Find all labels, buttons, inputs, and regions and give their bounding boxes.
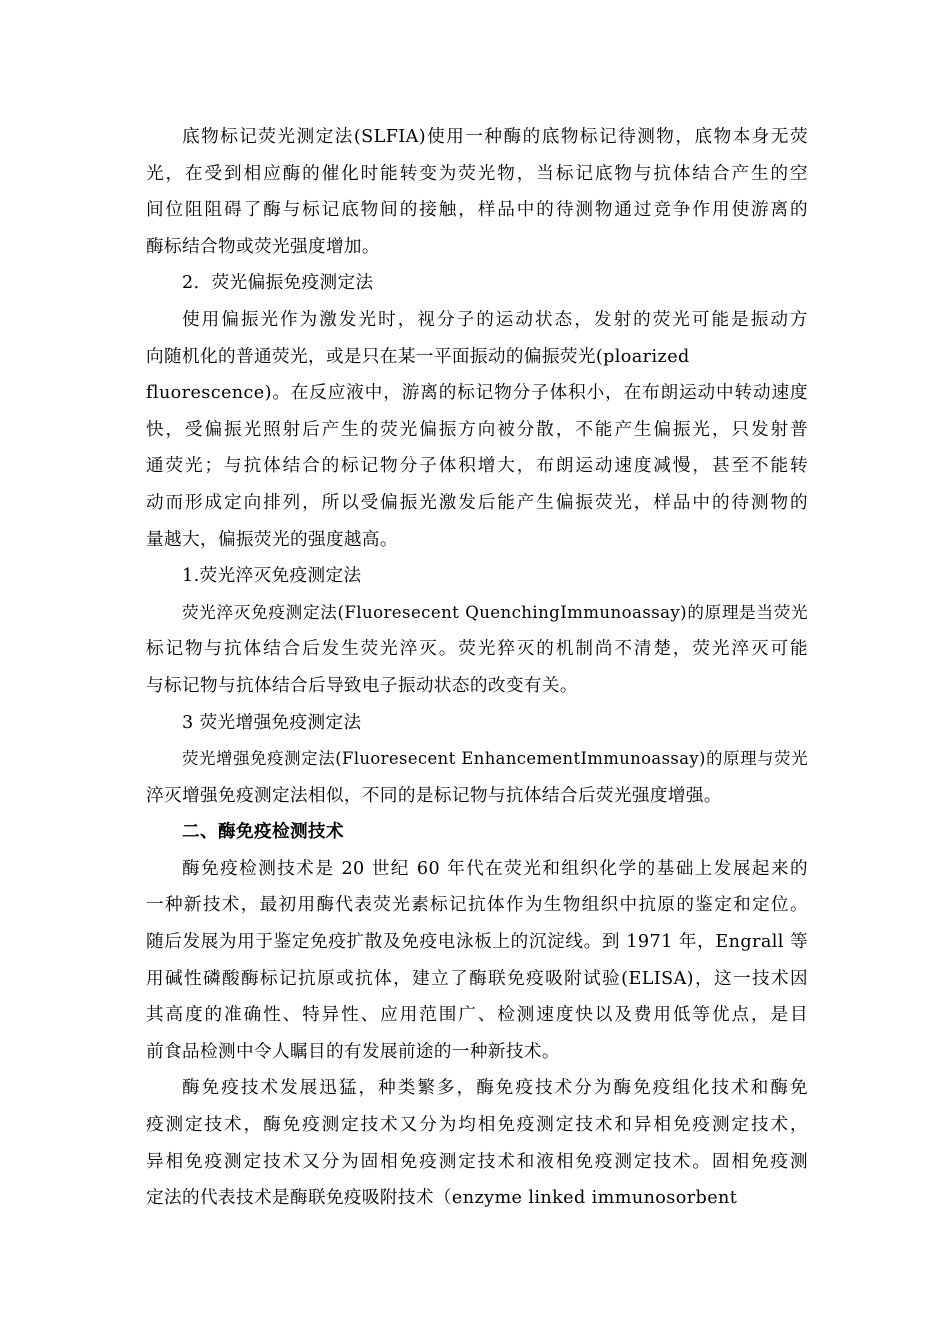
text-line: 光，在受到相应酶的催化时能转变为荧光物，当标记底物与抗体结合产生的空	[146, 163, 808, 184]
text-line: 其高度的准确性、特异性、应用范围广、检测速度快以及费用低等优点，是目	[146, 1005, 808, 1026]
text-line: 量越大，偏振荧光的强度越高。	[146, 529, 398, 550]
document-body	[146, 119, 808, 1217]
text-line: 标记物与抗体结合后发生荧光淬灭。荧光猝灭的机制尚不清楚，荧光淬灭可能	[146, 639, 808, 660]
text-line: 淬灭增强免疫测定法相似，不同的是标记物与抗体结合后荧光强度增强。	[146, 785, 722, 806]
text-line: 一种新技术，最初用酶代表荧光素标记抗体作为生物组织中抗原的鉴定和定位。	[146, 895, 808, 916]
text-line: 前食品检测中令人瞩目的有发展前途的一种新技术。	[146, 1041, 560, 1062]
text-line: fluorescence)。在反应液中，游离的标记物分子体积小，在布朗运动中转动速度	[146, 383, 808, 404]
text-line: 定法的代表技术是酶联免疫吸附技术（enzyme linked immunosorbent	[146, 1188, 738, 1209]
text-line: 与标记物与抗体结合后导致电子振动状态的改变有关。	[146, 675, 578, 696]
text-line: 使用偏振光作为激发光时，视分子的运动状态，发射的荧光可能是振动方	[182, 309, 808, 330]
text-line: 快，受偏振光照射后产生的荧光偏振方向被分散，不能产生偏振光，只发射普	[146, 419, 808, 440]
section-heading: 1.荧光淬灭免疫测定法	[182, 566, 362, 587]
text-line: 随后发展为用于鉴定免疫扩散及免疫电泳板上的沉淀线。到 1971 年，Engrall 等	[146, 932, 808, 953]
text-line: 间位阻阻碍了酶与标记底物间的接触，样品中的待测物通过竞争作用使游离的	[146, 200, 808, 221]
text-line: 酶免疫技术发展迅猛，种类繁多，酶免疫技术分为酶免疫组化技术和酶免	[182, 1078, 808, 1099]
text-line: 疫测定技术，酶免疫测定技术又分为均相免疫测定技术和异相免疫测定技术，	[146, 1115, 808, 1136]
text-line: 异相免疫测定技术又分为固相免疫测定技术和液相免疫测定技术。固相免疫测	[146, 1151, 808, 1172]
section-heading: 2．荧光偏振免疫测定法	[182, 273, 374, 294]
text-line: 酶标结合物或荧光强度增加。	[146, 236, 380, 257]
section-heading: 3 荧光增强免疫测定法	[182, 712, 362, 733]
text-line: 用碱性磷酸酶标记抗原或抗体，建立了酶联免疫吸附试验(ELISA)，这一技术因	[146, 968, 808, 989]
chapter-heading: 二、酶免疫检测技术	[182, 821, 344, 843]
text-line: 底物标记荧光测定法(SLFIA)使用一种酶的底物标记待测物，底物本身无荧	[182, 127, 808, 147]
text-line: 酶免疫检测技术是 20 世纪 60 年代在荧光和组织化学的基础上发展起来的	[182, 858, 808, 879]
text-line: 荧光增强免疫测定法(Fluoresecent EnhancementImmunoassay)的原理与荧光	[182, 749, 808, 769]
text-line: 通荧光；与抗体结合的标记物分子体积增大，布朗运动速度减慢，甚至不能转	[146, 456, 808, 477]
text-line: 荧光淬灭免疫测定法(Fluoresecent QuenchingImmunoassay)的原理是当荧光	[182, 602, 808, 622]
text-line: 动而形成定向排列，所以受偏振光激发后能产生偏振荧光，样品中的待测物的	[146, 492, 808, 513]
text-line: 向随机化的普通荧光，或是只在某一平面振动的偏振荧光(ploarized	[146, 346, 690, 367]
